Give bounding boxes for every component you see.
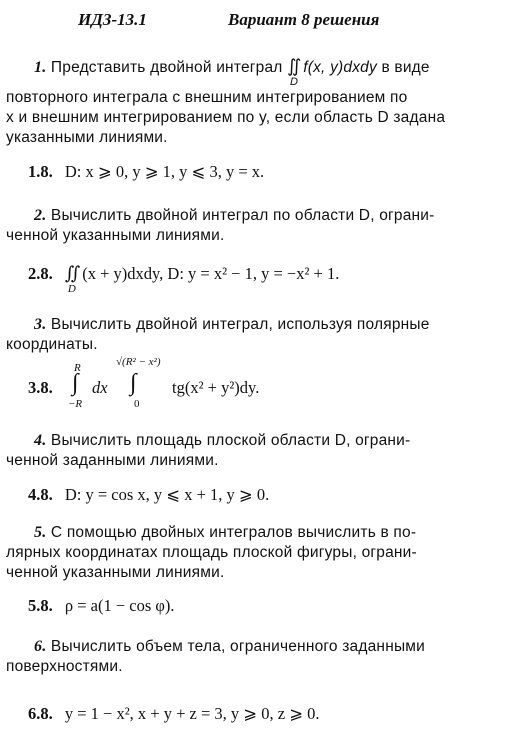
task-number: 5.: [34, 524, 47, 541]
task-text: Представить двойной интеграл: [50, 59, 283, 76]
task-number: 3.: [34, 316, 47, 333]
integrand: f(x, y)dxdy: [303, 59, 377, 76]
integral-symbol: ∫: [130, 370, 137, 396]
variant-formula: y = 1 − x², x + y + z = 3, y ⩾ 0, z ⩾ 0.: [64, 704, 320, 723]
task-text: Вычислить площадь плоской области D, ограни-: [50, 432, 411, 449]
inner-lower-limit: 0: [134, 398, 140, 410]
variant-number: 5.8.: [28, 596, 53, 615]
variant-formula: D: y = cos x, y ⩽ x + 1, y ⩾ 0.: [64, 485, 270, 504]
outer-lower-limit: −R: [68, 398, 83, 410]
variant-1-8: [28, 161, 264, 183]
variant-formula: ρ = a(1 − cos φ).: [64, 596, 175, 615]
variant-2-8: [28, 262, 340, 295]
outer-upper-limit: R: [74, 362, 81, 374]
task-6: [6, 637, 506, 677]
variant-number: 3.8.: [28, 378, 53, 397]
task-number: 1.: [34, 59, 47, 76]
double-integral-symbol: ∬ D: [287, 56, 298, 88]
assignment-id: ИДЗ-13.1: [78, 10, 147, 29]
task-5: [6, 523, 506, 583]
variant-5-8: [28, 595, 175, 617]
task-number: 4.: [34, 432, 47, 449]
task-3: [6, 315, 506, 355]
task-text: Вычислить объем тела, ограниченного заданными: [50, 638, 426, 655]
inner-upper-limit: √(R² − x²): [116, 356, 161, 368]
task-4: [6, 431, 506, 471]
task-text: Вычислить двойной интеграл по области D, ограни-: [50, 207, 435, 224]
task-text: x и внешним интегрированием по y, если область D задана: [6, 109, 446, 126]
task-text: Вычислить двойной интеграл, используя полярные: [50, 316, 430, 333]
task-text: поверхностями.: [6, 658, 123, 675]
task-text: ченной указанными линиями.: [6, 564, 225, 581]
differential: dx: [92, 378, 108, 397]
variant-number: 1.8.: [28, 162, 53, 181]
variant-number: 4.8.: [28, 485, 53, 504]
integrand: tg(x² + y²)dy.: [172, 378, 260, 397]
task-text: лярных координатах площадь плоской фигуры, ограни-: [6, 544, 417, 561]
variant-title: Вариант 8 решения: [228, 10, 380, 29]
task-number: 2.: [34, 207, 47, 224]
variant-6-8: [28, 703, 320, 725]
variant-4-8: [28, 484, 269, 506]
task-text: ченной указанными линиями.: [6, 227, 225, 244]
task-text: С помощью двойных интегралов вычислить в по-: [50, 524, 417, 541]
task-text: в виде: [381, 59, 430, 76]
task-text: указанными линиями.: [6, 129, 168, 146]
task-text: повторного интеграла с внешним интегрированием по: [6, 89, 408, 106]
document-header: [40, 10, 512, 32]
integral-symbol: ∫: [72, 370, 79, 396]
task-text: ченной заданными линиями.: [6, 452, 219, 469]
variant-formula: (x + y)dxdy, D: y = x² − 1, y = −x² + 1.: [82, 264, 340, 283]
variant-number: 2.8.: [28, 264, 53, 283]
task-text: координаты.: [6, 336, 98, 353]
task-1: [6, 56, 506, 148]
variant-number: 6.8.: [28, 704, 53, 723]
task-2: [6, 206, 506, 246]
task-number: 6.: [34, 638, 47, 655]
double-integral-symbol: ∬ D: [64, 263, 77, 295]
variant-3-8: [28, 356, 448, 416]
variant-formula: D: x ⩾ 0, y ⩾ 1, y ⩽ 3, y = x.: [64, 162, 265, 181]
